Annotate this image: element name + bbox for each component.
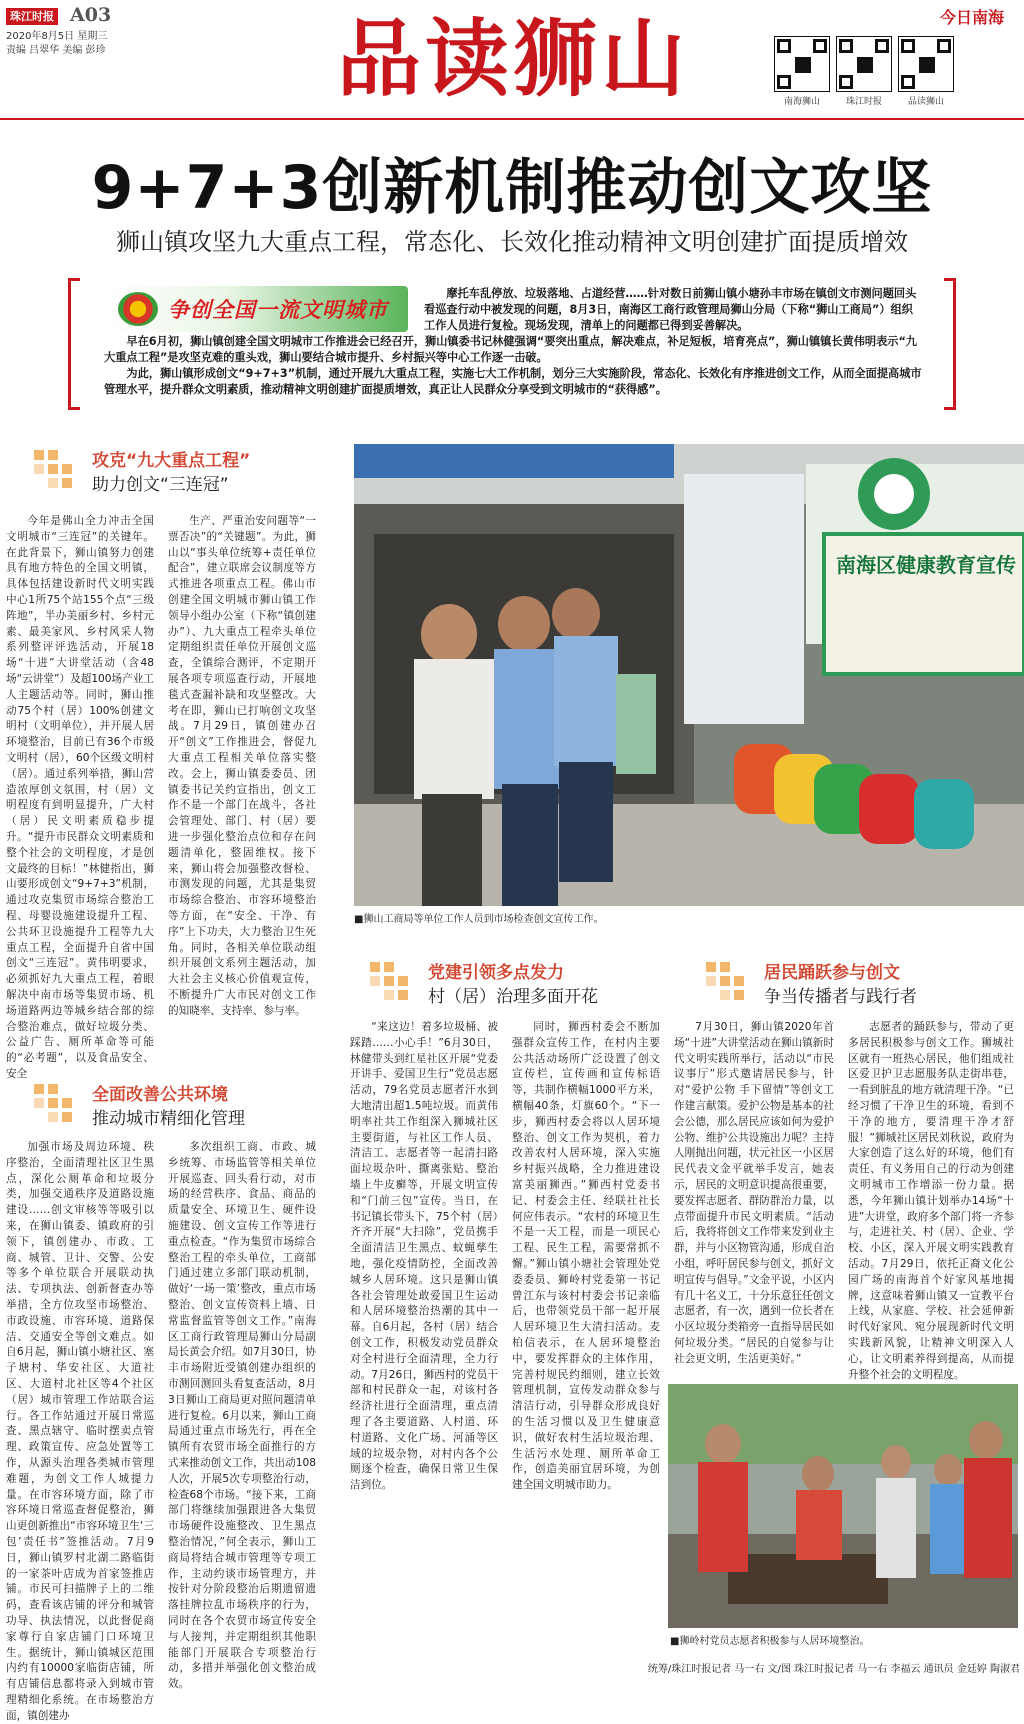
footer-credits: 统筹/珠江时报记者 马一右 文/图 珠江时报记者 马一右 李福云 通讯员 金廷婷 陶淑君 <box>647 1664 1020 1675</box>
right-bracket <box>944 278 956 410</box>
section-squares-icon <box>706 962 746 1002</box>
market-inspection-photo <box>354 444 1024 906</box>
column-text: 7月30日，狮山镇2020年首场“十进”大讲堂活动在狮山镇新时代文明实践所举行，活动以“市民议事厅”形式邀请居民参与，针对“爱护公物 手下留情”等创文工作建言献策。爱护公物是基本的社会公德，那么居民应该如何为爱护公物、维护公共设施出力呢？主持人刚抛出问题，状元社区一小区居民代表文金平就举手发言，她表示，居民的文明意识提高很重要，要发挥志愿者、群防群治力量，以点带面提升市民文明素质。“活动后，我将将创文工作带来发到业主群，并与小区物管沟通，形成自治小组，呼吁居民参与创文，抓好文明宣传与倡导。”文金平说，小区内有几十名义工，十分乐意狂任创文志愿者，有一次，遇到一位长者在小区垃圾分类箱旁一直指导居民如何垃圾分类。“居民的自觉参与让社会更文明，生活更美好。” <box>674 1021 834 1365</box>
section-header-2 <box>34 1080 334 1132</box>
page-number: A03 <box>70 4 112 26</box>
main-headline: 9+7+3创新机制推动创文攻坚 <box>91 153 933 223</box>
bottom-photo-caption: ■狮岭村党员志愿者积极参与人居环境整治。 <box>670 1636 870 1647</box>
section-tagline: 今日南海 <box>940 8 1005 27</box>
paper-name: 珠江时报 <box>6 8 58 25</box>
qr-caption: 珠江时报 <box>845 97 882 107</box>
intro-paragraph-2: 早在6月初，狮山镇创建全国文明城市工作推进会已经召开，狮山镇委书记林健强调“要突出重点，解决难点，补足短板，培育亮点”，狮山镇镇长黄伟明表示“九大重点工程”是攻坚克难的重头戏，狮山要结合城市提升、乡村振兴等中心工作逐一击破。 <box>104 335 917 364</box>
section-title-red: 居民踊跃参与创文 <box>764 963 900 983</box>
intro-paragraph-3: 为此，狮山镇形成创文“9+7+3”机制，通过开展九大重点工程，实施七大工作机制，划分三大实施阶段，常态化、长效化有序推进创文工作，从而全面提高城市管理水平，提升群众文明素质，推动精神文明创建扩面提质增效，真正让人民群众分享受到文明城市的“获得感”。 <box>104 367 922 396</box>
article-column-7 <box>674 1020 834 1376</box>
section-header-1 <box>34 446 334 498</box>
article-column-8 <box>848 1020 1014 1381</box>
intro-paragraph-1: 摩托车乱停放、垃圾落地、占道经营……针对数日前狮山镇小塘孙丰市场在镇创文市测问题回头看巡查行动中被发现的问题，8月3日，南海区工商行政管理局狮山分局（下称“狮山工商局”）组织工作人员进行复检。现场发现，清单上的问题都已得到妥善解决。 <box>424 287 917 332</box>
section-title-red: 全面改善公共环境 <box>92 1085 228 1105</box>
section-title-red: 攻克“九大重点工程” <box>92 451 251 471</box>
sub-headline: 狮山镇攻坚九大重点工程，常态化、长效化推动精神文明创建扩面提质增效 <box>116 228 908 256</box>
section-title-black: 村（居）治理多面开花 <box>428 987 598 1007</box>
section-squares-icon <box>34 450 74 490</box>
column-text: 多次组织工商、市政、城乡统筹、市场监管等相关单位开展巡查、回头看行动，对市场的经营秩序、食品、商品的质量安全、环境卫生、硬件设施建设、创文宣传工作等进行重点检查。“作为集贸市场综合整治工程的牵头单位，工商部门通过建立多部门联动机制，做好‘一场一策’整改，重点市场整治、创文宣传资料上墙、日常监督监管等创文工作。”南海区工商行政管理局狮山分局副局长黄会介绍。如7月30日，协丰市场附近受镇创建办组织的市测回测回头看复查活动，8月3日狮山工商局更对照问题清单进行复检。6月以来，狮山工商局通过重点市场先行，再在全镇所有农贸市场全面推行的方式来推动创文工作，共出动108人次，开展5次专项整治行动，检查68个市场。“接下来，工商部门将继续加强跟进各大集贸市场硬件设施整改、卫生黑点整治情况，”何全表示，狮山工商局将结合城市管理等专项工作，主动约谈市场管理方，并按针对分阶段整治后期遗留遗落挂牌拉乱市场秩序的行为，同时在各个农贸市场宣传安全与人接判，并定期组织其他职能部门开展联合专项整治行动，多措并举强化创文整治成效。 <box>168 1141 316 1691</box>
left-bracket <box>68 278 80 410</box>
qr-code-pindu-shishan[interactable] <box>896 36 956 107</box>
section-squares-icon <box>34 1084 74 1124</box>
banner-text: 争创全国一流文明城市 <box>168 298 388 322</box>
campaign-banner <box>108 286 408 332</box>
article-column-2 <box>168 514 316 1032</box>
article-column-5 <box>350 1020 498 1648</box>
section-title-black: 助力创文“三连冠” <box>92 475 229 495</box>
column-text: 同时，狮西村委会不断加强群众宣传工作，在村内主要公共活动场所广泛设置了创文宣传栏，宣传画和宣传标语等，共制作横幅1000平方米，横幅40条，灯旗60个。“下一步，狮西村委会将以人居环境整治、创文工作为契机，着力改善农村人居环境，深入实施乡村振兴战略，全力推进建设富美丽狮西。”狮西村党委书记、村委会主任、经联社社长何应伟表示。“农村的环境卫生不是一天工程，而是一项民心工程、民生工程，需要常抓不懈。”狮山镇小塘社会管理处党委委员、狮岭村党委第一书记曾江东与该村村委会书记亲临后，也带领党员干部一起开展人居环境卫生大清扫活动。麦柏信表示，在人居环境整治中，要发挥群众的主体作用，完善村规民约细则，建立长效管理机制，宣传发动群众参与清洁行动，引导群众形成良好的生活习惯以及卫生健康意识，做好农村生活垃圾治理、生活污水处理、厕所革命工作，创造美丽宜居环境，为创建全国文明城市助力。 <box>512 1021 660 1492</box>
section-title-black: 推动城市精细化管理 <box>92 1109 245 1129</box>
top-photo-caption: ■狮山工商局等单位工作人员到市场检查创文宣传工作。 <box>354 914 604 925</box>
article-column-3 <box>6 1140 154 1722</box>
section-squares-icon <box>370 962 410 1002</box>
qr-code-icon <box>774 36 830 92</box>
qr-code-nanhai-shishan[interactable] <box>772 36 832 107</box>
masthead <box>0 0 1024 120</box>
qr-code-icon <box>836 36 892 92</box>
section-header-3 <box>370 958 670 1010</box>
column-text: 志愿者的踊跃参与，带动了更多居民积极参与创文工作。狮城社区就有一班热心居民，他们组成社区爱卫护卫志愿服务队走街串巷，一看到脏乱的地方就清理干净。“已经习惯了干净卫生的环境，看到不干净的地方，要清理干净才舒服！”狮城社区居民刘秋说，政府为大家创造了这么好的环境，他们有责任、有义务用自己的行动为创建文明城市工作增添一份力量。据悉，今年狮山镇计划举办14场“十进”大讲堂，政府多个部门将一齐参与，走进社关、村（居）、企业、学校、小区，深入开展文明实践教育活动。7月29日，依托正裔文化公园广场的南海首个好家风基地揭牌，这意味着狮山镇又一宣教平台上线，从家庭、学校、社会延伸新时代好家风、宛分展现新时代文明实践新风貌，让精神文明深入人心，让文明素养得到提高，从而提升整个社会的文明程度。 <box>848 1021 1014 1381</box>
photo-illustration <box>354 444 1024 906</box>
section-header-4 <box>706 958 1006 1010</box>
column-text: 生产、严重治安问题等“一票否决”的“关键题”。为此，狮山以“事头单位统筹+责任单位配合”，建立联席会议制度等方式推进各项重点工程。佛山市创建全国文明城市狮山镇工作领导小组办公室（下称“镇创建办”）、九大重点工程牵头单位定期组织责任单位开展创文巡查，全镇综合测评，不定期开展各项专项巡查行动，开展地毯式查漏补缺和攻坚整改。大考在即，狮山已打响创文攻坚战。7月29日，镇创建办召开“创文”工作推进会，督促九大重点工程相关单位落实整改。会上，狮山镇委委员、团镇委书记关约宣指出，创文工作不是一个部门在战斗，各社会管理处、部门、村（居）要进一步强化整治点位和存在问题清单化，整固维权。接下来，狮山将会加强整改督检、市测发现的问题，尤其是集贸市场综合整治、市容环境整治等方面，在“安全、干净、有序”上下功夫，大力整治卫生死角。同时，各相关单位联动组织开展创文系列主题活动，加大社会主义核心价值观宣传，不断提升广大市民对创文工作的知晓率、支持率、参与率。 <box>168 515 316 1017</box>
section-title-black: 争当传播者与践行者 <box>764 987 917 1007</box>
qr-caption: 品读狮山 <box>907 97 944 107</box>
qr-code-zhujiang-times[interactable] <box>834 36 894 107</box>
article-column-6 <box>512 1020 660 1648</box>
volunteer-cleanup-photo <box>668 1384 1018 1628</box>
section-title-red: 党建引领多点发力 <box>428 963 564 983</box>
article-column-4 <box>168 1140 316 1691</box>
article-column-1 <box>6 514 154 1080</box>
editor-credits: 责编 吕翠华 美编 彭珍 <box>6 45 106 56</box>
issue-date: 2020年8月5日 星期三 <box>6 31 108 42</box>
photo-illustration <box>668 1384 1018 1628</box>
civilization-logo-icon <box>118 292 158 326</box>
column-text: 加强市场及周边环境、秩序整治，全面清理社区卫生黑点，深化公厕革命和垃圾分类，加强交通秩序及道路设施建设……创文审核等等吸引以来，在狮山镇委、镇政府的引领下，镇创建办、市政、工商、城管、卫计、交警、公安等多个单位联合开展联动执法、专项执法、创新督查办等举措，全方位攻坚市场整治、市政设施、市容环境、道路保洁、交通安全等创文难点。如自6月起，狮山镇小塘社区、塞子塘村、华安社区、大道社区、大道村北社区等4个社区（居）城市管理工作站联合运行。各工作站通过开展日常巡查、黑点辖守、临时摆卖点管理、政策宣传、应急处置等工作，从源头治理各类城市管理难题，为创文工作人城提力量。在市容环境方面，除了市容环境日常巡查督促整治，狮山更创新推出“市容环境卫生‘三包’责任书”签推活动。7月9日，狮山镇罗村北湖二路临街的一家茶叶店成为首家签推店铺。市民可扫描牌子上的二维码，查看该店铺的评分和城管功导、执法情况，以此督促商家尊行自家店铺门口环境卫生。据统计，狮山镇城区范围内约有10000家临街店铺，所有店铺信息都将录入到城市管理精细化系统。在市场整治方面，镇创建办 <box>6 1141 154 1722</box>
qr-caption: 南海狮山 <box>783 97 820 107</box>
health-sign-text: 南海区健康教育宣传 <box>836 553 1016 577</box>
column-text: 今年是佛山全力冲击全国文明城市“三连冠”的关键年。在此背景下，狮山镇努力创建具有地方特色的全国文明镇，具体包括建设新时代文明实践中心1所75个站155个点“三级阵地”，半办美丽乡村、乡村元素、最美家风、乡村风采人物系列整评评选活动，开展18场“十进”大讲堂活动（含48场“云讲堂”）及超100场产业工人主题活动等。同时，狮山推动75个村（居）100%创建文明村（文明单位），并开展人居环境整治，目前已有36个市级文明村（居），60个区级文明村（居）。通过系列举措，狮山营造浓厚创文氛围，村（居）文明程度有到明显提升，广大村（居）民文明素质稳步提升。“提升市民群众文明素质和整个社会的文明程度，才是创文最终的目标！”林健指出，狮山要形成创文“9+7+3”机制，通过攻克集贸市场综合整治工程、母婴设施建设提升工程、公共环卫设施提升工程等九大重点工程，全面提升自省中国创文“三连冠”。黄伟明要求，必须抓好九大重点工程，着眼解决中南市场等集贸市场、机场道路两边等城乡结合部的综合整治难点，做好垃圾分类、公益广告、厕所革命等可能的“必考题”，以及食品安全、安全 <box>6 515 154 1080</box>
section-title: 品读狮山 <box>336 9 689 108</box>
qr-code-icon <box>898 36 954 92</box>
column-text: “来这边！着多垃圾桶、被踩踏……小心手！”6月30日，林健带头到红星社区开展“党委开讲手、爱国卫生行”党员志愿活动，79名党员志愿者汗水到大地清出超1.5吨垃圾。而黄伟明率社共工作组深入狮城社区主要街道，与社区工作人员、清洁工、志愿者等一起清扫路面垃圾杂叶、撕离张贴、整治墙上牛皮癣等，开展文明宣传和“门前三包”宣传。当日，在书记镇长带头下，75个村（居）齐齐开展“大扫除”，党员携手全面清洁卫生黑点、蚊蝇孳生地，强化疫情防控，全面改善城乡人居环境。这只是狮山镇各社会管理处敢爱国卫生运动和人居环境整治热潮的其中一幕。自6月起，各村（居）结合创文工作，积极发动党员群众对全村进行全面清理，全力行动。7月26日，狮西村的党员干部和村民群众一起，对该村各经济社进行全面清理，重点清理了各主要道路、人村道、环村道路、文化广场、河涌等区域的垃圾杂物，对村内各个公厕逐个检查，确保日常卫生保洁到位。 <box>350 1021 498 1492</box>
